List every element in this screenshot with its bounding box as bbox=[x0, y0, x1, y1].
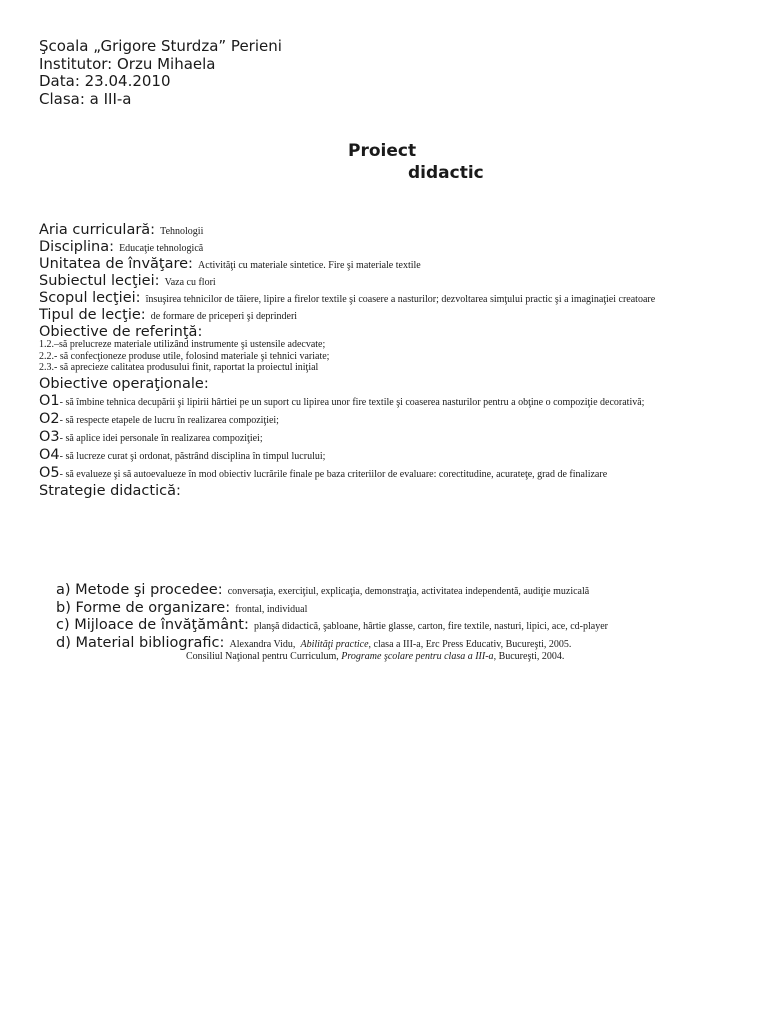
obref-item: 2.2.- să confecţioneze produse utile, folosind materiale şi tehnici variate; bbox=[39, 350, 330, 362]
resource-c bbox=[56, 615, 756, 633]
obref-label: Obiective de referinţă: bbox=[39, 324, 203, 339]
bibliografie-label: d) Material bibliografic: bbox=[56, 634, 225, 650]
bib2-title: Programe şcolare pentru clasa a III-a bbox=[341, 651, 494, 662]
header-block bbox=[39, 38, 282, 108]
obop-code: O1 bbox=[39, 392, 60, 409]
obop-text: - să îmbine tehnica decupării şi lipirii hârtiei pe un suport cu lipirea unor fire textile şi coaserea nasturilor pentru a obţine o compoziţie decorativă; bbox=[59, 396, 645, 408]
aria-label: Aria curriculară: bbox=[39, 222, 156, 237]
disciplina-row bbox=[39, 237, 759, 254]
obref-row bbox=[39, 322, 759, 339]
obop-item bbox=[39, 391, 759, 409]
obop-item bbox=[39, 463, 759, 481]
obop-code: O4 bbox=[39, 446, 60, 463]
obop-item bbox=[39, 409, 759, 427]
obref-item: 1.2.–să prelucreze materiale utilizând instrumente şi ustensile adecvate; bbox=[39, 339, 326, 350]
title-line-2: didactic bbox=[408, 163, 484, 183]
obop-item bbox=[39, 445, 759, 463]
unitatea-row bbox=[39, 254, 759, 271]
resource-b bbox=[56, 598, 756, 616]
tipul-row bbox=[39, 305, 759, 322]
class-name: Clasa: a III-a bbox=[39, 89, 132, 108]
obop-text: - să evalueze şi să autoevalueze în mod obiectiv lucrările finale pe baza criteriilor de evaluare: corectitudine, acurateţe, grad de finalizare bbox=[59, 468, 608, 480]
disciplina-label: Disciplina: bbox=[39, 239, 114, 254]
mijloace-label: c) Mijloace de învăţământ: bbox=[56, 617, 249, 633]
teacher-name: Institutor: Orzu Mihaela bbox=[39, 54, 216, 73]
obop-label: Obiective operaţionale: bbox=[39, 375, 209, 391]
obop-row bbox=[39, 374, 759, 391]
subiectul-row bbox=[39, 271, 759, 288]
bib1-title: Abilităţi practice bbox=[300, 638, 369, 650]
obop-code: O5 bbox=[39, 464, 60, 481]
subiectul-label: Subiectul lecţiei: bbox=[39, 273, 160, 288]
bib2-rest: , Bucureşti, 2004. bbox=[493, 651, 565, 662]
metode-value: conversaţia, exerciţiul, explicaţia, demonstraţia, activitatea independentă, audiţie muzicală bbox=[227, 586, 590, 597]
unitatea-value: Activităţi cu materiale sintetice. Fire şi materiale textile bbox=[198, 260, 421, 271]
obref-item: 2.3.- să aprecieze calitatea produsului finit, raportat la proiectul iniţial bbox=[39, 362, 319, 373]
disciplina-value: Educaţie tehnologică bbox=[119, 243, 204, 254]
bibliography-entry-2 bbox=[186, 651, 564, 662]
tipul-value: de formare de priceperi şi deprinderi bbox=[150, 311, 298, 322]
bib1-author: Alexandra Vidu, bbox=[229, 638, 296, 650]
school-name: Şcoala „Grigore Sturdza” Perieni bbox=[39, 37, 282, 55]
lesson-date: Data: 23.04.2010 bbox=[39, 72, 171, 90]
title-line-1: Proiect bbox=[348, 141, 417, 161]
aria-value: Tehnologii bbox=[160, 226, 204, 237]
scopul-value: însuşirea tehnicilor de tăiere, lipire a firelor textile şi coasere a nasturilor; dezvoltarea simţului practic şi a imaginaţiei creatoare bbox=[145, 294, 656, 305]
obop-text: - să respecte etapele de lucru în realizarea compoziţiei; bbox=[59, 414, 279, 426]
resource-d bbox=[56, 633, 756, 651]
lesson-details bbox=[39, 220, 759, 498]
mijloace-value: planşă didactică, şabloane, hârtie glasse, carton, fire textile, nasturi, lipici, ace, cd-player bbox=[253, 621, 608, 632]
unitatea-label: Unitatea de învăţare: bbox=[39, 256, 193, 271]
bib2-author: Consiliul Naţional pentru Curriculum, bbox=[186, 651, 339, 662]
subiectul-value: Vaza cu flori bbox=[164, 277, 216, 288]
scopul-label: Scopul lecţiei: bbox=[39, 290, 141, 305]
tipul-label: Tipul de lecţie: bbox=[39, 307, 146, 322]
obop-code: O2 bbox=[39, 410, 60, 427]
obop-item bbox=[39, 427, 759, 445]
forme-value: frontal, individual bbox=[235, 603, 308, 615]
metode-label: a) Metode şi procedee: bbox=[56, 582, 223, 598]
obop-code: O3 bbox=[39, 428, 60, 445]
resources-list bbox=[56, 580, 756, 650]
strategie-row bbox=[39, 481, 759, 498]
obop-text: - să lucreze curat şi ordonat, păstrând disciplina în timpul lucrului; bbox=[59, 450, 326, 462]
strategie-label: Strategie didactică: bbox=[39, 482, 181, 498]
forme-label: b) Forme de organizare: bbox=[56, 599, 231, 615]
resource-a bbox=[56, 580, 756, 598]
scopul-row bbox=[39, 288, 759, 305]
aria-row bbox=[39, 220, 759, 237]
obop-text: - să aplice idei personale în realizarea compoziţiei; bbox=[59, 432, 263, 444]
bib1-rest: , clasa a III-a, Erc Press Educativ, Bucureşti, 2005. bbox=[368, 638, 572, 650]
